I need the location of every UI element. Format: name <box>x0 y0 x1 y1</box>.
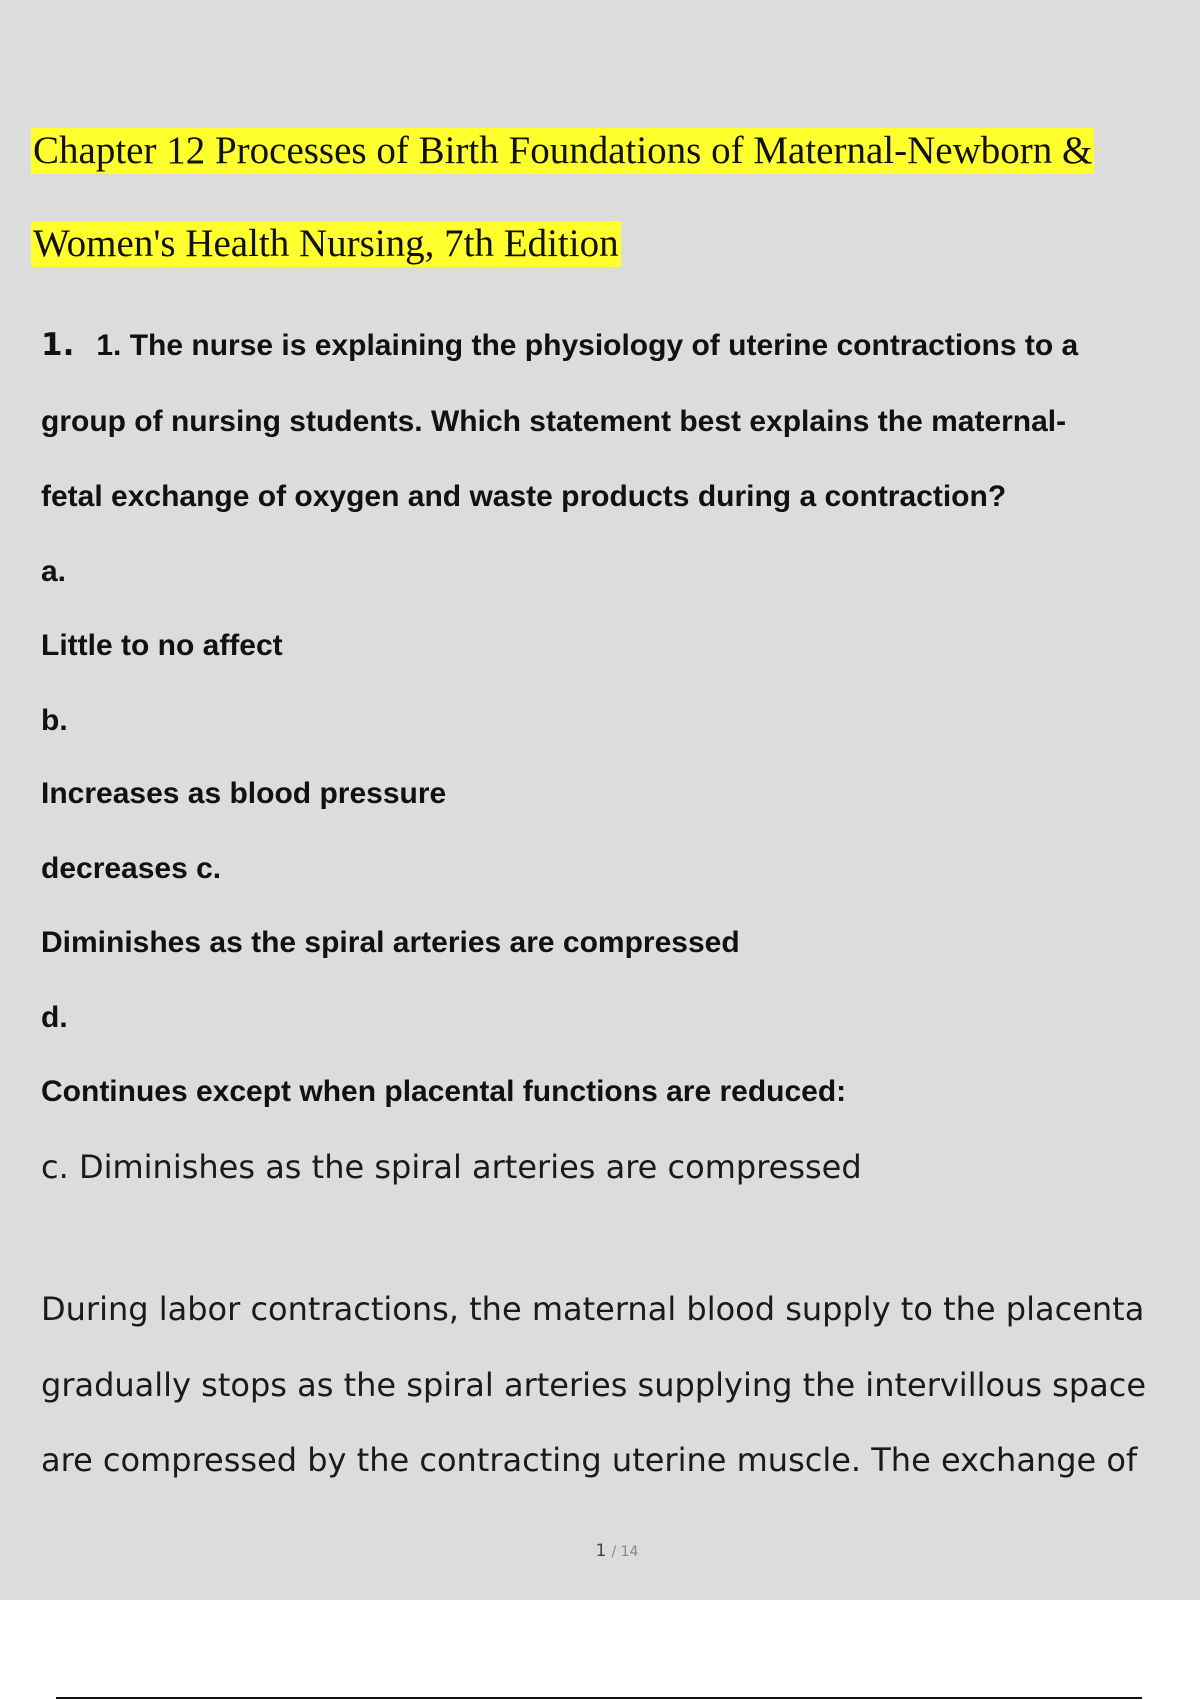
page-current: 1 <box>595 1541 607 1561</box>
option-a-text: Little to no affect <box>41 629 283 662</box>
page-indicator <box>0 1541 1200 1561</box>
rationale-line-2: gradually stops as the spiral arteries supplying the intervillous space <box>41 1366 1147 1404</box>
question-stem-line-1 <box>41 327 1078 364</box>
option-d-letter: d. <box>41 1001 68 1034</box>
rationale-line-3: are compressed by the contracting uterine muscle. The exchange of <box>41 1441 1138 1479</box>
page-total: / 14 <box>611 1544 639 1560</box>
document-title-line-1: Chapter 12 Processes of Birth Foundations of Maternal-Newborn & <box>33 129 1093 172</box>
question-stem-line-3: fetal exchange of oxygen and waste products during a contraction? <box>41 480 1007 513</box>
answer-text: c. Diminishes as the spiral arteries are compressed <box>41 1148 862 1186</box>
option-a-letter: a. <box>41 555 67 588</box>
question-number: 1. <box>41 327 75 363</box>
option-b-text-2: decreases c. <box>41 852 222 885</box>
question-stem-text-1: 1. The nurse is explaining the physiology of uterine contractions to a <box>96 329 1079 362</box>
question-stem-line-2: group of nursing students. Which statement best explains the maternal- <box>41 405 1067 438</box>
document-title-line-2: Women's Health Nursing, 7th Edition <box>33 222 619 265</box>
option-b-letter: b. <box>41 704 68 737</box>
option-d-text: Continues except when placental functions are reduced: <box>41 1075 847 1108</box>
rationale-line-1: During labor contractions, the maternal blood supply to the placenta <box>41 1290 1145 1328</box>
option-b-text-1: Increases as blood pressure <box>41 777 447 810</box>
horizontal-rule <box>56 1697 1142 1699</box>
option-c-text: Diminishes as the spiral arteries are compressed <box>41 926 740 959</box>
